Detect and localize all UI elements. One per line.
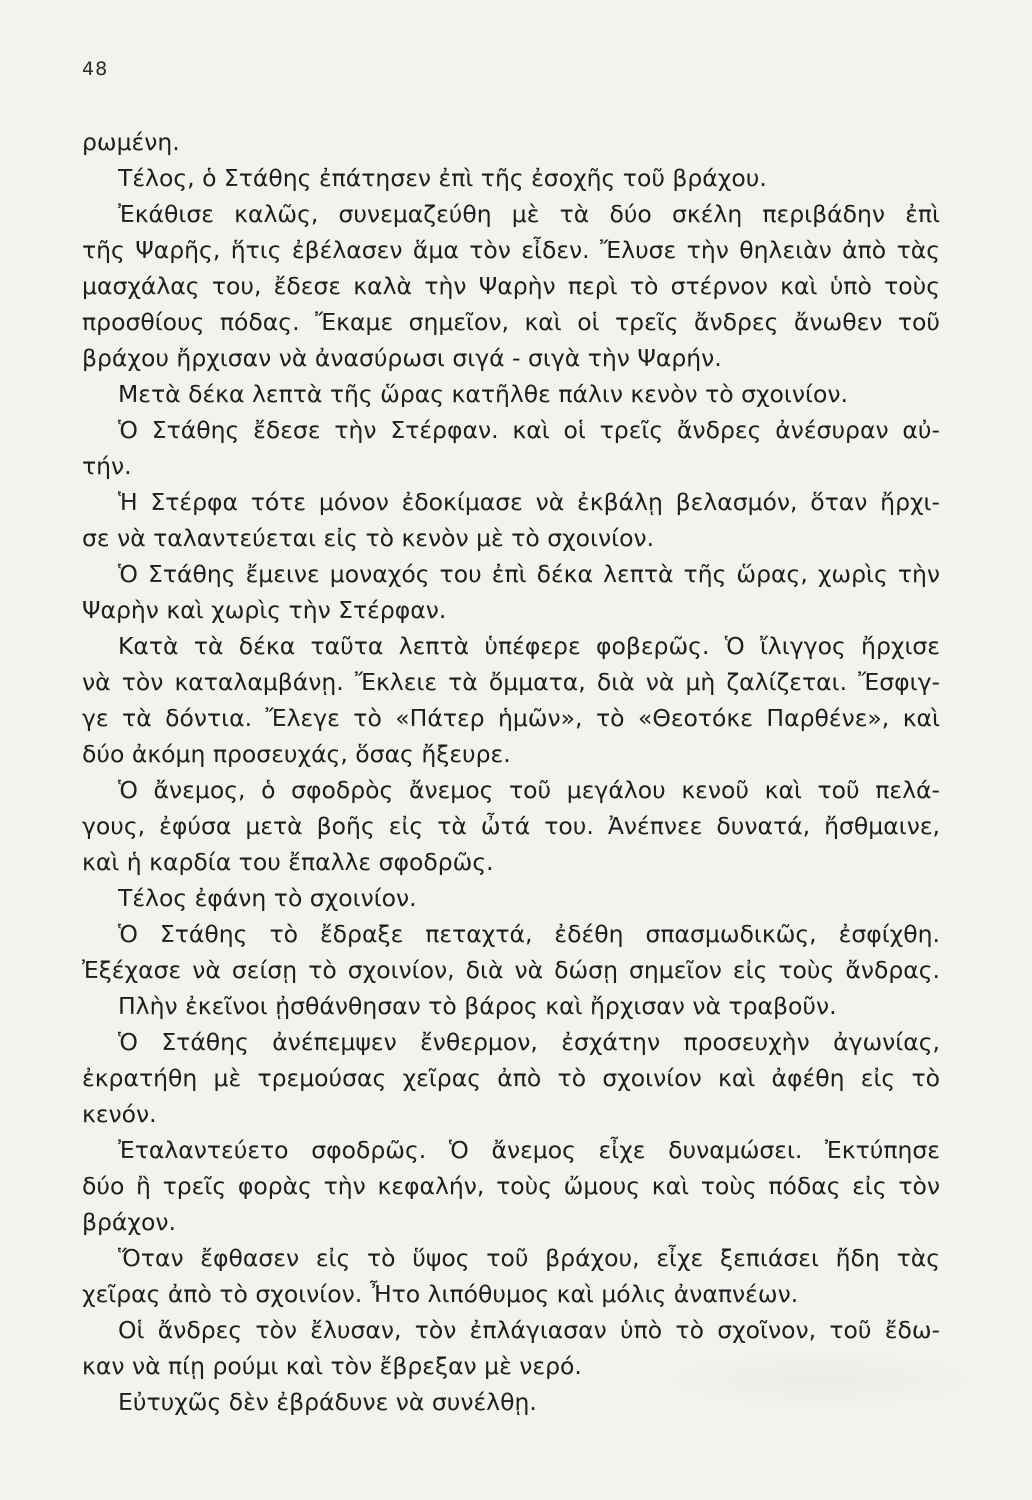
text-line: Ἡ Στέρφα τότε μόνον ἐδοκίμασε νὰ ἐκβάλῃ βελασμόν, ὅταν ἤρχι- — [118, 488, 940, 516]
text-line: Ὁ Στάθης ἔμεινε μοναχός του ἐπὶ δέκα λεπτὰ τῆς ὥρας, χωρὶς τὴν — [118, 560, 940, 588]
text-line: σε νὰ ταλαντεύεται εἰς τὸ κενὸν μὲ τὸ σχοινίον. — [82, 524, 655, 552]
text-line: Ὁ Στάθης ἔδεσε τὴν Στέρφαν. καὶ οἱ τρεῖς ἄνδρες ἀνέσυραν αὐ- — [118, 416, 940, 444]
text-line: Ἐκάθισε καλῶς, συνεμαζεύθη μὲ τὰ δύο σκέλη περιβάδην ἐπὶ — [118, 200, 940, 228]
text-line: νὰ τὸν καταλαμβάνῃ. Ἔκλειε τὰ ὄμματα, διὰ νὰ μὴ ζαλίζεται. Ἔσφιγ- — [82, 668, 940, 696]
text-line: δύο ἢ τρεῖς φορὰς τὴν κεφαλήν, τοὺς ὤμους καὶ τοὺς πόδας εἰς τὸν — [82, 1172, 940, 1200]
text-line: Κατὰ τὰ δέκα ταῦτα λεπτὰ ὑπέφερε φοβερῶς. Ὁ ἴλιγγος ἤρχισε — [118, 632, 940, 660]
text-line: Ἐταλαντεύετο σφοδρῶς. Ὁ ἄνεμος εἶχε δυναμώσει. Ἐκτύπησε — [118, 1136, 940, 1164]
text-line: προσθίους πόδας. Ἔκαμε σημεῖον, καὶ οἱ τρεῖς ἄνδρες ἄνωθεν τοῦ — [82, 308, 940, 336]
text-line: Τέλος, ὁ Στάθης ἐπάτησεν ἐπὶ τῆς ἐσοχῆς τοῦ βράχου. — [118, 164, 767, 192]
text-line: Ὁ Στάθης τὸ ἔδραξε πεταχτά, ἐδέθη σπασμωδικῶς, ἐσφίχθη. — [118, 920, 940, 948]
text-line: Μετὰ δέκα λεπτὰ τῆς ὥρας κατῆλθε πάλιν κενὸν τὸ σχοινίον. — [118, 380, 848, 408]
text-line: Ἐξέχασε νὰ σείσῃ τὸ σχοινίον, διὰ νὰ δώσῃ σημεῖον εἰς τοὺς ἄνδρας. — [82, 956, 940, 984]
text-line: καὶ ἡ καρδία του ἔπαλλε σφοδρῶς. — [82, 848, 494, 876]
text-line: δύο ἀκόμη προσευχάς, ὅσας ἤξευρε. — [82, 740, 511, 768]
page-number: 48 — [82, 58, 109, 80]
text-line: μασχάλας του, ἔδεσε καλὰ τὴν Ψαρὴν περὶ τὸ στέρνον καὶ ὑπὸ τοὺς — [82, 272, 940, 300]
text-line: ρωμένη. — [82, 128, 180, 156]
text-line: ἐκρατήθη μὲ τρεμούσας χεῖρας ἀπὸ τὸ σχοινίον καὶ ἀφέθη εἰς τὸ — [82, 1064, 940, 1092]
text-line: καν νὰ πίῃ ρούμι καὶ τὸν ἔβρεξαν μὲ νερό. — [82, 1352, 582, 1380]
text-line: Οἱ ἄνδρες τὸν ἔλυσαν, τὸν ἐπλάγιασαν ὑπὸ τὸ σχοῖνον, τοῦ ἔδω- — [118, 1316, 940, 1344]
text-line: γε τὰ δόντια. Ἔλεγε τὸ «Πάτερ ἡμῶν», τὸ «Θεοτόκε Παρθένε», καὶ — [82, 704, 940, 732]
text-line: κενόν. — [82, 1100, 157, 1128]
text-line: Ὁ ἄνεμος, ὁ σφοδρὸς ἄνεμος τοῦ μεγάλου κενοῦ καὶ τοῦ πελά- — [118, 776, 940, 804]
text-line: βράχον. — [82, 1208, 176, 1236]
text-line: βράχου ἤρχισαν νὰ ἀνασύρωσι σιγά - σιγὰ τὴν Ψαρήν. — [82, 344, 722, 372]
text-line: χεῖρας ἀπὸ τὸ σχοινίον. Ἦτο λιπόθυμος καὶ μόλις ἀναπνέων. — [82, 1280, 799, 1308]
text-line: Πλὴν ἐκεῖνοι ᾐσθάνθησαν τὸ βάρος καὶ ἤρχισαν νὰ τραβοῦν. — [118, 992, 837, 1020]
text-line: Εὐτυχῶς δὲν ἐβράδυνε νὰ συνέλθῃ. — [118, 1388, 537, 1416]
text-line: γους, ἐφύσα μετὰ βοῆς εἰς τὰ ὦτά του. Ἀνέπνεε δυνατά, ἤσθμαινε, — [82, 812, 940, 840]
text-line: Ὅταν ἔφθασεν εἰς τὸ ὕψος τοῦ βράχου, εἶχε ξεπιάσει ἤδη τὰς — [118, 1244, 940, 1272]
text-line: Ὁ Στάθης ἀνέπεμψεν ἔνθερμον, ἐσχάτην προσευχὴν ἀγωνίας, — [118, 1028, 940, 1056]
body-text — [82, 124, 940, 1420]
text-line: Τέλος ἐφάνη τὸ σχοινίον. — [118, 884, 417, 912]
text-line: τῆς Ψαρῆς, ἥτις ἐβέλασεν ἅμα τὸν εἶδεν. Ἔλυσε τὴν θηλειὰν ἀπὸ τὰς — [82, 236, 940, 264]
show-through-smudge — [660, 1350, 980, 1410]
text-line: Ψαρὴν καὶ χωρὶς τὴν Στέρφαν. — [82, 596, 447, 624]
text-line: τήν. — [82, 452, 132, 480]
